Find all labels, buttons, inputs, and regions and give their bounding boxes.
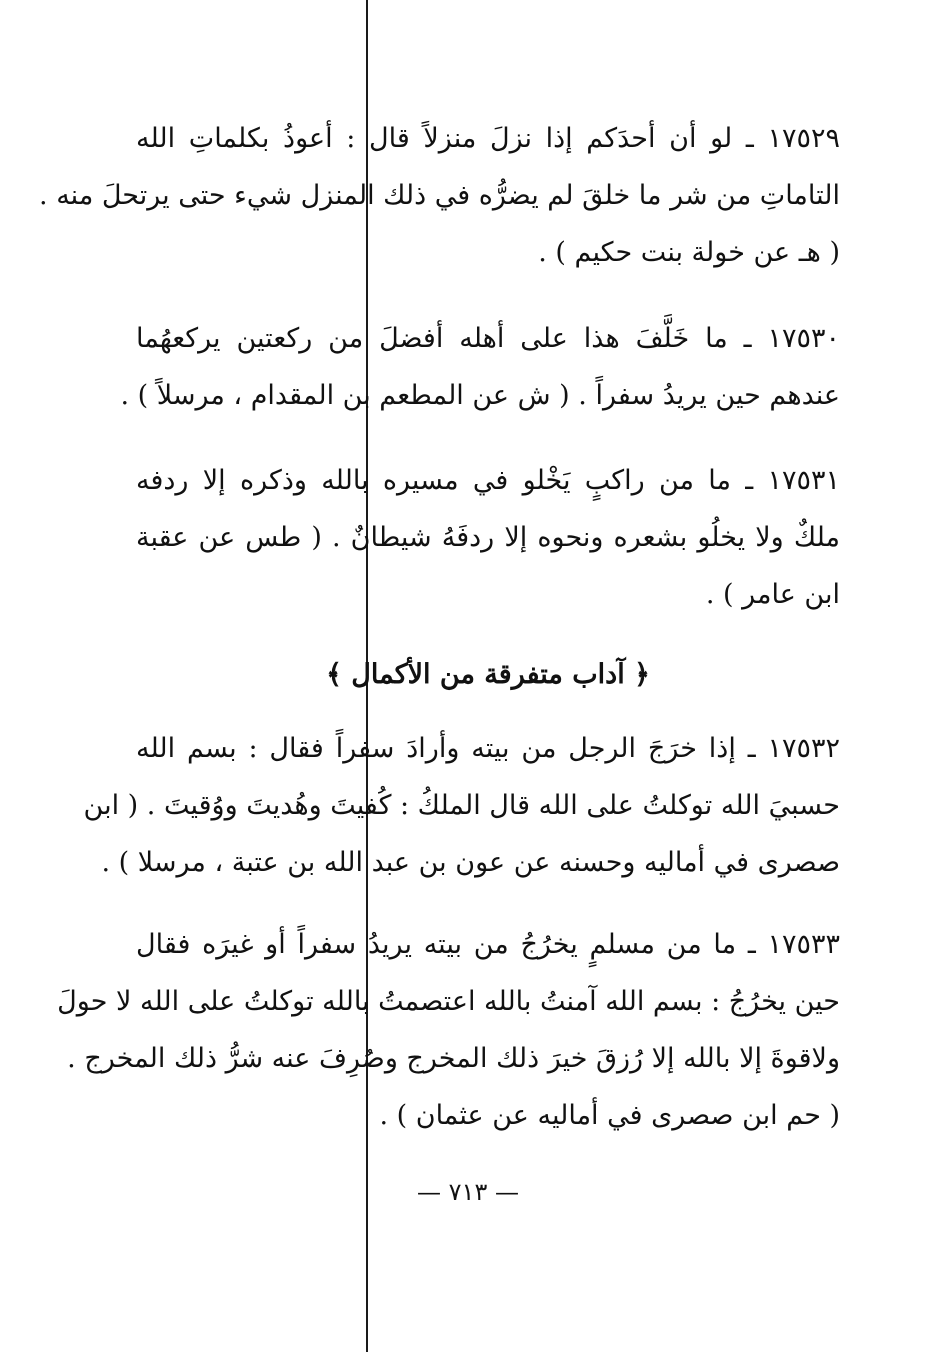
section-heading: ﴿ آداب متفرقة من الأكمال ﴾	[326, 659, 650, 690]
hadith-line: عندهم حين يريدُ سفراً . ( ش عن المطعم بن المقدام ، مرسلاً ) .	[120, 380, 840, 411]
page-number: — ٧١٣ —	[417, 1178, 519, 1206]
hadith-17533	[57, 916, 840, 1144]
hadith-line: ١٧٥٢٩ ـ لو أن أحدَكم إذا نزلَ منزلاً قال : أعوذُ بكلماتِ الله	[136, 123, 840, 154]
hadith-17529	[39, 110, 840, 281]
hadith-line: التاماتِ من شر ما خلقَ لم يضرُّه في ذلك المنزل شيء حتى يرتحلَ منه .	[39, 180, 840, 211]
hadith-line: حسبيَ الله توكلتُ على الله قال الملكُ : كُفيتَ وهُديتَ ووُقيتَ . ( ابن	[83, 790, 840, 821]
hadith-line: ابن عامر ) .	[705, 579, 840, 610]
hadith-line: ١٧٥٣٠ ـ ما خَلَّفَ هذا على أهله أفضلَ من ركعتين يركعهُما	[136, 323, 840, 354]
hadith-line: حين يخرُجُ : بسم الله آمنتُ بالله اعتصمتُ بالله توكلتُ على الله لا حولَ	[57, 986, 840, 1017]
hadith-17532	[83, 720, 840, 891]
hadith-line: ملكٌ ولا يخلُو بشعره ونحوه إلا ردفَهُ شيطانٌ . ( طس عن عقبة	[136, 522, 840, 553]
hadith-line: ١٧٥٣١ ـ ما من راكبٍ يَخْلو في مسيره بالله وذكره إلا ردفه	[136, 465, 840, 496]
hadith-17530	[120, 310, 840, 424]
hadith-line: ( هـ عن خولة بنت حكيم ) .	[538, 237, 840, 268]
hadith-line: ( حم ابن صصرى في أماليه عن عثمان ) .	[379, 1100, 840, 1131]
hadith-line: ١٧٥٣٢ ـ إذا خرَجَ الرجل من بيته وأرادَ سفراً فقال : بسم الله	[136, 733, 840, 764]
hadith-17531	[136, 452, 840, 623]
hadith-line: ١٧٥٣٣ ـ ما من مسلمٍ يخرُجُ من بيته يريدُ سفراً أو غيرَه فقال	[136, 929, 840, 960]
hadith-line: صصرى في أماليه وحسنه عن عون بن عبد الله بن عتبة ، مرسلا ) .	[101, 847, 840, 878]
hadith-line: ولاقوةَ إلا بالله إلا رُزقَ خيرَ ذلك المخرج وصُرِفَ عنه شرُّ ذلك المخرج .	[67, 1043, 840, 1074]
